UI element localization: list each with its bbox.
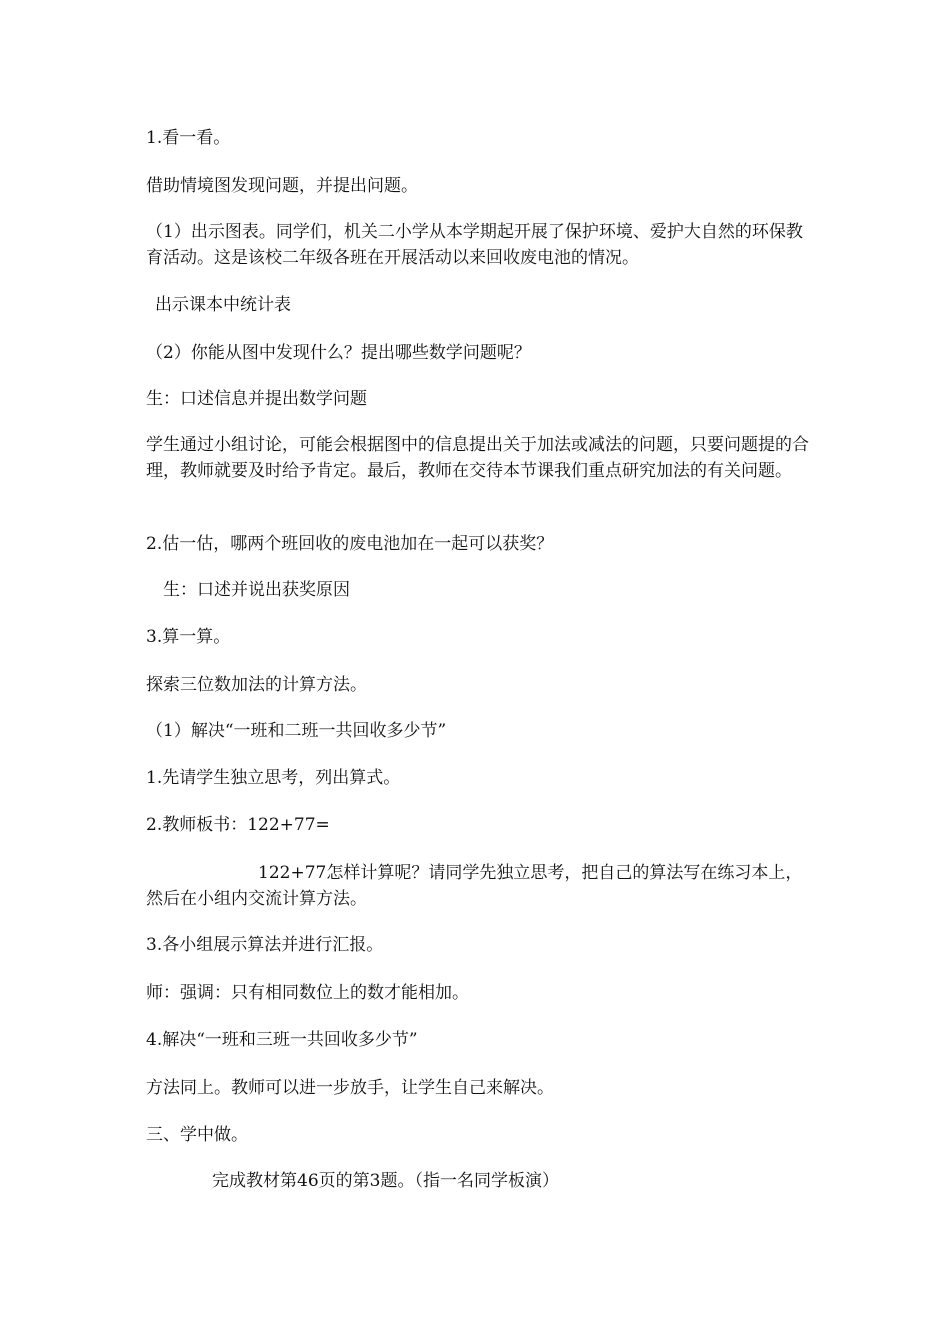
- paragraph-student-reason: 生：口述并说出获奖原因: [163, 580, 350, 600]
- paragraph-same-method: 方法同上。教师可以进一步放手，让学生自己来解决。: [146, 1078, 554, 1098]
- paragraph-step-2: 2.教师板书：122+77=: [146, 815, 330, 835]
- paragraph-show-chart: （1）出示图表。同学们，机关二小学从本学期起开展了保护环境、爱护大自然的环保教育活动。这是该校二年级各班在开展活动以来回收废电池的情况。: [146, 222, 803, 268]
- paragraph-group-discussion: 学生通过小组讨论，可能会根据图中的信息提出关于加法或减法的问题，只要问题提的合理，教师就要及时给予肯定。最后，教师在交待本节课我们重点研究加法的有关问题。: [146, 435, 809, 481]
- paragraph-exercise: 完成教材第46页的第3题。（指一名同学板演）: [212, 1171, 559, 1191]
- paragraph-teacher-emphasis: 师：强调：只有相同数位上的数才能相加。: [146, 983, 469, 1003]
- section-look: 1.看一看。: [146, 128, 231, 148]
- paragraph-question: （2）你能从图中发现什么？提出哪些数学问题呢？: [146, 343, 531, 363]
- paragraph-step-1: 1.先请学生独立思考，列出算式。: [146, 768, 401, 788]
- section-calculate: 3.算一算。: [146, 627, 231, 647]
- paragraph-show-table: 出示课本中统计表: [155, 295, 291, 315]
- section-estimate: 2.估一估，哪两个班回收的废电池加在一起可以获奖？: [146, 534, 554, 554]
- section-learn-by-doing: 三、学中做。: [146, 1125, 248, 1145]
- paragraph-explore-method: 探索三位数加法的计算方法。: [146, 675, 367, 695]
- paragraph-step-4: 4.解决“一班和三班一共回收多少节”: [146, 1030, 418, 1050]
- paragraph-solve-1: （1）解决“一班和二班一共回收多少节”: [146, 721, 447, 741]
- paragraph-step-3: 3.各小组展示算法并进行汇报。: [146, 935, 384, 955]
- paragraph-student-response: 生：口述信息并提出数学问题: [146, 389, 367, 409]
- paragraph-find-problem: 借助情境图发现问题，并提出问题。: [146, 176, 418, 196]
- paragraph-how-to-calc: 122+77怎样计算呢？请同学先独立思考，把自己的算法写在练习本上，然后在小组内交流计算方法。: [146, 863, 803, 909]
